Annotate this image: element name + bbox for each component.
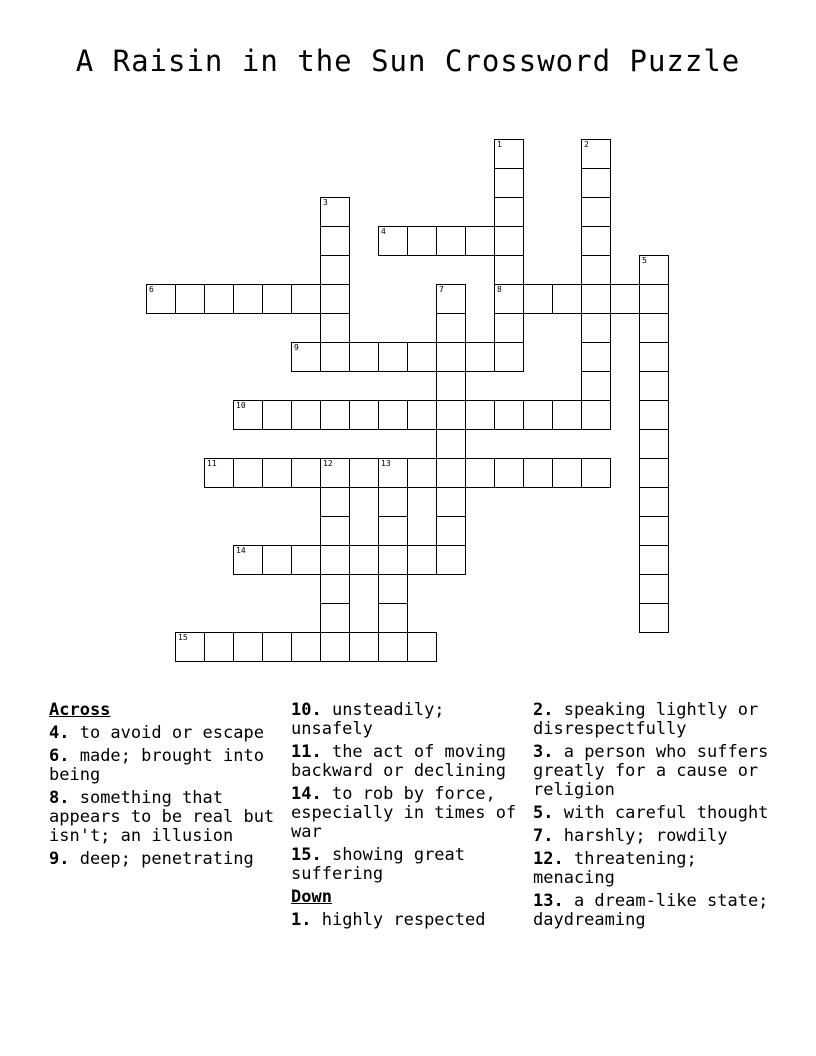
clue-number: 15 — [178, 633, 188, 642]
grid-cell[interactable] — [320, 226, 350, 256]
grid-cell[interactable] — [175, 284, 205, 314]
across-header: Across — [49, 700, 111, 720]
grid-cell[interactable] — [639, 516, 669, 546]
grid-cell[interactable] — [378, 342, 408, 372]
clue-number: 12 — [323, 459, 333, 468]
grid-cell[interactable] — [523, 400, 553, 430]
clue-number: 1 — [497, 140, 502, 149]
grid-cell[interactable] — [436, 313, 466, 343]
grid-cell[interactable] — [349, 545, 379, 575]
grid-cell[interactable] — [581, 168, 611, 198]
grid-cell[interactable] — [581, 284, 611, 314]
grid-cell[interactable] — [494, 313, 524, 343]
clue-item — [291, 701, 531, 739]
grid-cell[interactable] — [465, 226, 495, 256]
clue-item — [291, 911, 531, 930]
grid-cell[interactable] — [465, 458, 495, 488]
clue-number: 13 — [381, 459, 391, 468]
grid-cell[interactable] — [581, 255, 611, 285]
clue-number: 11 — [207, 459, 217, 468]
grid-cell[interactable] — [320, 342, 350, 372]
grid-cell[interactable] — [436, 516, 466, 546]
clue-item-text: highly respected — [311, 910, 486, 930]
grid-cell[interactable] — [494, 458, 524, 488]
clue-item — [533, 701, 773, 739]
grid-cell[interactable] — [581, 342, 611, 372]
grid-cell[interactable] — [291, 545, 321, 575]
grid-cell[interactable] — [378, 603, 408, 633]
clue-item-text: with careful thought — [553, 803, 769, 823]
grid-cell[interactable] — [610, 284, 640, 314]
grid-cell[interactable] — [436, 371, 466, 401]
clue-item — [49, 747, 289, 785]
grid-cell[interactable] — [262, 632, 292, 662]
clue-number: 7 — [439, 285, 444, 294]
down-clue-list — [291, 911, 531, 930]
grid-cell[interactable] — [233, 545, 263, 575]
across-clue-list-continued — [291, 701, 531, 884]
clues-column-3 — [533, 701, 773, 934]
clue-item-number: 2. — [533, 700, 554, 720]
grid-cell[interactable] — [552, 400, 582, 430]
clue-item — [49, 724, 289, 743]
clue-item-text: a dream-like state; daydreaming — [533, 891, 769, 930]
grid-cell[interactable] — [436, 487, 466, 517]
clue-item — [533, 827, 773, 846]
grid-cell[interactable] — [233, 458, 263, 488]
grid-cell[interactable] — [639, 487, 669, 517]
clue-item-text: the act of moving backward or declining — [291, 742, 506, 781]
grid-cell[interactable] — [320, 458, 350, 488]
clue-item-text: a person who suffers greatly for a cause or religion — [533, 742, 769, 800]
grid-cell[interactable] — [291, 458, 321, 488]
clue-item — [291, 846, 531, 884]
clue-item — [291, 785, 531, 842]
grid-cell[interactable] — [233, 400, 263, 430]
grid-cell[interactable] — [204, 458, 234, 488]
grid-cell[interactable] — [233, 284, 263, 314]
grid-cell[interactable] — [581, 226, 611, 256]
grid-cell[interactable] — [581, 458, 611, 488]
clue-item-text: speaking lightly or disrespectfully — [533, 700, 759, 739]
clue-item — [533, 850, 773, 888]
grid-cell[interactable] — [320, 487, 350, 517]
grid-cell[interactable] — [378, 458, 408, 488]
clue-item — [291, 743, 531, 781]
grid-cell[interactable] — [494, 139, 524, 169]
grid-cell[interactable] — [407, 545, 437, 575]
clue-item-number: 7. — [533, 826, 554, 846]
grid-cell[interactable] — [378, 226, 408, 256]
grid-cell[interactable] — [146, 284, 176, 314]
grid-cell[interactable] — [494, 255, 524, 285]
grid-cell[interactable] — [581, 139, 611, 169]
grid-cell[interactable] — [291, 632, 321, 662]
clue-item — [49, 789, 289, 846]
grid-cell[interactable] — [378, 545, 408, 575]
grid-cell[interactable] — [494, 168, 524, 198]
clue-item-number: 4. — [49, 723, 70, 743]
clues-column-1 — [49, 701, 289, 873]
clue-item-number: 10. — [291, 700, 322, 720]
clue-item-text: something that appears to be real but isn't; an illusion — [49, 788, 275, 846]
grid-cell[interactable] — [465, 342, 495, 372]
grid-cell[interactable] — [639, 313, 669, 343]
clue-item-number: 1. — [291, 910, 312, 930]
grid-cell[interactable] — [349, 400, 379, 430]
grid-cell[interactable] — [436, 458, 466, 488]
grid-cell[interactable] — [494, 284, 524, 314]
grid-cell[interactable] — [523, 458, 553, 488]
grid-cell[interactable] — [291, 284, 321, 314]
grid-cell[interactable] — [436, 284, 466, 314]
grid-cell[interactable] — [494, 342, 524, 372]
grid-cell[interactable] — [639, 255, 669, 285]
grid-cell[interactable] — [320, 400, 350, 430]
clue-number: 14 — [236, 546, 246, 555]
grid-cell[interactable] — [320, 197, 350, 227]
clue-number: 3 — [323, 198, 328, 207]
grid-cell[interactable] — [204, 284, 234, 314]
grid-cell[interactable] — [320, 632, 350, 662]
clue-number: 2 — [584, 140, 589, 149]
clue-item-number: 6. — [49, 746, 70, 766]
grid-cell[interactable] — [320, 545, 350, 575]
clue-item-text: to rob by force, especially in times of war — [291, 784, 517, 842]
clue-item-number: 11. — [291, 742, 322, 762]
grid-cell[interactable] — [581, 400, 611, 430]
clue-item-text: made; brought into being — [49, 746, 264, 785]
across-clue-list — [49, 724, 289, 869]
down-clue-list-continued — [533, 701, 773, 930]
clue-item — [533, 804, 773, 823]
clue-item-number: 9. — [49, 849, 70, 869]
grid-cell[interactable] — [320, 255, 350, 285]
grid-cell[interactable] — [233, 632, 263, 662]
grid-cell[interactable] — [639, 342, 669, 372]
grid-cell[interactable] — [407, 400, 437, 430]
grid-cell[interactable] — [436, 429, 466, 459]
grid-cell[interactable] — [204, 632, 234, 662]
clue-item-text: unsteadily; unsafely — [291, 700, 445, 739]
grid-cell[interactable] — [581, 197, 611, 227]
grid-cell[interactable] — [494, 226, 524, 256]
clue-item-text: threatening; menacing — [533, 849, 697, 888]
grid-cell[interactable] — [494, 400, 524, 430]
grid-cell[interactable] — [407, 632, 437, 662]
grid-cell[interactable] — [262, 545, 292, 575]
grid-cell[interactable] — [320, 313, 350, 343]
clues-column-2 — [291, 701, 531, 934]
grid-cell[interactable] — [262, 458, 292, 488]
grid-cell[interactable] — [378, 574, 408, 604]
clue-number: 9 — [294, 343, 299, 352]
clue-item-number: 13. — [533, 891, 564, 911]
grid-cell[interactable] — [349, 458, 379, 488]
grid-cell[interactable] — [436, 342, 466, 372]
grid-cell[interactable] — [436, 400, 466, 430]
grid-cell[interactable] — [407, 458, 437, 488]
grid-cell[interactable] — [320, 574, 350, 604]
clue-number: 4 — [381, 227, 386, 236]
clue-item-number: 12. — [533, 849, 564, 869]
grid-cell[interactable] — [349, 342, 379, 372]
grid-cell[interactable] — [465, 400, 495, 430]
grid-cell[interactable] — [262, 284, 292, 314]
grid-cell[interactable] — [407, 226, 437, 256]
clue-number: 6 — [149, 285, 154, 294]
grid-cell[interactable] — [349, 632, 379, 662]
grid-cell[interactable] — [378, 632, 408, 662]
clue-item-number: 8. — [49, 788, 70, 808]
grid-cell[interactable] — [639, 284, 669, 314]
grid-cell[interactable] — [639, 371, 669, 401]
clue-number: 5 — [642, 256, 647, 265]
grid-cell[interactable] — [378, 516, 408, 546]
grid-cell[interactable] — [494, 197, 524, 227]
clue-item-text: to avoid or escape — [69, 723, 264, 743]
grid-cell[interactable] — [291, 342, 321, 372]
grid-cell[interactable] — [552, 458, 582, 488]
clue-item-number: 14. — [291, 784, 322, 804]
grid-cell[interactable] — [436, 226, 466, 256]
down-header: Down — [291, 887, 332, 907]
grid-cell[interactable] — [523, 284, 553, 314]
grid-cell[interactable] — [552, 284, 582, 314]
grid-cell[interactable] — [581, 371, 611, 401]
grid-cell[interactable] — [320, 284, 350, 314]
clue-number: 8 — [497, 285, 502, 294]
grid-cell[interactable] — [320, 603, 350, 633]
clue-item-number: 15. — [291, 845, 322, 865]
grid-cell[interactable] — [639, 400, 669, 430]
clue-item-text: harshly; rowdily — [553, 826, 728, 846]
grid-cell[interactable] — [320, 516, 350, 546]
clue-item-text: deep; penetrating — [69, 849, 254, 869]
grid-cell[interactable] — [291, 400, 321, 430]
clue-item — [49, 850, 289, 869]
grid-cell[interactable] — [581, 313, 611, 343]
grid-cell[interactable] — [378, 487, 408, 517]
puzzle-title: A Raisin in the Sun Crossword Puzzle — [75, 44, 741, 78]
grid-cell[interactable] — [639, 574, 669, 604]
clue-item-text: showing great suffering — [291, 845, 466, 884]
grid-cell[interactable] — [639, 429, 669, 459]
clue-item-number: 5. — [533, 803, 554, 823]
clue-item — [533, 743, 773, 800]
clue-item — [533, 892, 773, 930]
grid-cell[interactable] — [639, 603, 669, 633]
grid-cell[interactable] — [378, 400, 408, 430]
grid-cell[interactable] — [436, 545, 466, 575]
clue-number: 10 — [236, 401, 246, 410]
grid-cell[interactable] — [407, 342, 437, 372]
grid-cell[interactable] — [175, 632, 205, 662]
clue-item-number: 3. — [533, 742, 554, 762]
grid-cell[interactable] — [639, 458, 669, 488]
grid-cell[interactable] — [639, 545, 669, 575]
grid-cell[interactable] — [262, 400, 292, 430]
